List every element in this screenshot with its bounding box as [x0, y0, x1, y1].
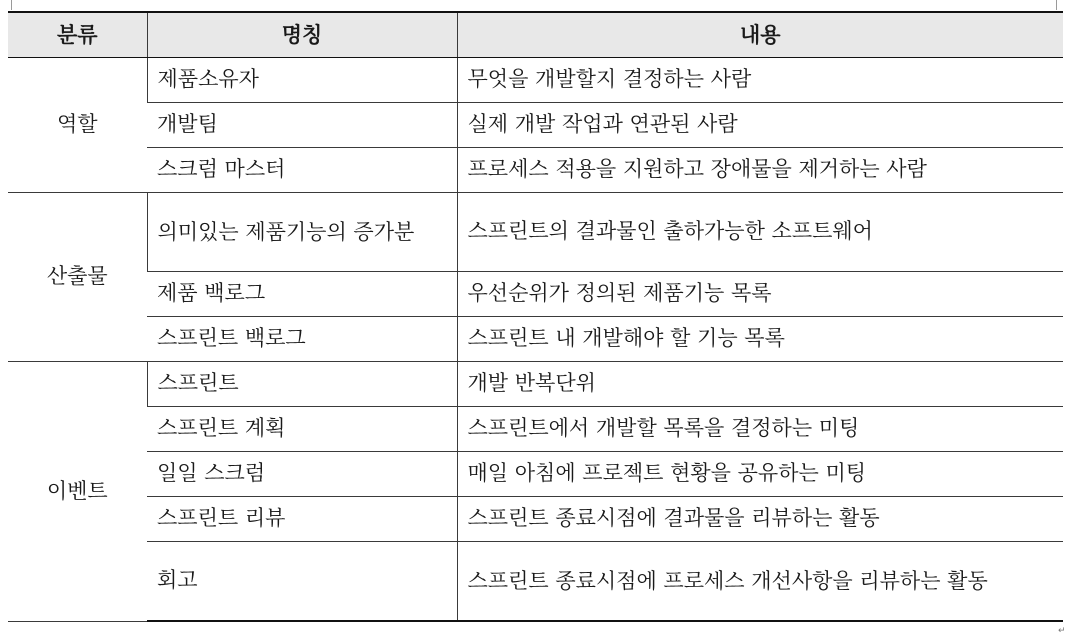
content-cell: 개발 반복단위: [457, 362, 1063, 407]
name-cell: [147, 193, 457, 272]
table-row: [8, 497, 1063, 542]
name-cell: 제품소유자: [147, 58, 457, 103]
table-row: [8, 193, 1063, 272]
scrum-table: [8, 11, 1063, 622]
content-cell: 무엇을 개발할지 결정하는 사람: [457, 58, 1063, 103]
name-cell: 제품 백로그: [147, 272, 457, 317]
paragraph-end-mark: ↵: [1058, 626, 1066, 636]
table-row: [8, 362, 1063, 407]
category-cell-role: 역할: [8, 58, 147, 193]
header-name: 명칭: [147, 12, 457, 58]
content-cell: 매일 아침에 프로젝트 현황을 공유하는 미팅: [457, 452, 1063, 497]
table-row: [8, 58, 1063, 103]
name-cell: 스프린트 계획: [147, 407, 457, 452]
header-category: 분류: [8, 12, 147, 58]
content-cell: 스프린트 종료시점에 결과물을 리뷰하는 활동: [457, 497, 1063, 542]
name-cell: 스프린트: [147, 362, 457, 407]
table-row: [8, 317, 1063, 362]
category-cell-artifact: 산출물: [8, 193, 147, 362]
content-cell: 프로세스 적용을 지원하고 장애물을 제거하는 사람: [457, 148, 1063, 193]
table-row: [8, 148, 1063, 193]
content-cell: [457, 542, 1063, 622]
page-corner-mark-right: [1056, 0, 1067, 10]
table-header-row: [8, 12, 1063, 58]
table-row: [8, 542, 1063, 622]
content-cell: 우선순위가 정의된 제품기능 목록: [457, 272, 1063, 317]
content-cell: 스프린트 내 개발해야 할 기능 목록: [457, 317, 1063, 362]
category-cell-event: 이벤트: [8, 362, 147, 622]
table-row: [8, 103, 1063, 148]
table-row: [8, 407, 1063, 452]
name-cell: 스프린트 백로그: [147, 317, 457, 362]
table-row: [8, 272, 1063, 317]
content-cell: 실제 개발 작업과 연관된 사람: [457, 103, 1063, 148]
content-cell: 스프린트의 결과물인 출하가능한 소프트웨어: [457, 193, 1063, 272]
name-cell: 스크럼 마스터: [147, 148, 457, 193]
name-cell: 개발팀: [147, 103, 457, 148]
page-corner-mark-left: [1, 0, 12, 10]
header-content: 내용: [457, 12, 1063, 58]
name-cell-text: 의미있는 제품기능의 증가분: [157, 219, 415, 244]
table-row: [8, 452, 1063, 497]
content-cell: 스프린트에서 개발할 목록을 결정하는 미팅: [457, 407, 1063, 452]
name-cell: 일일 스크럼: [147, 452, 457, 497]
content-cell-text: 스프린트 종료시점에 프로세스 개선사항을 리뷰하는 활동: [467, 568, 988, 593]
name-cell: 회고: [147, 542, 457, 622]
name-cell: 스프린트 리뷰: [147, 497, 457, 542]
